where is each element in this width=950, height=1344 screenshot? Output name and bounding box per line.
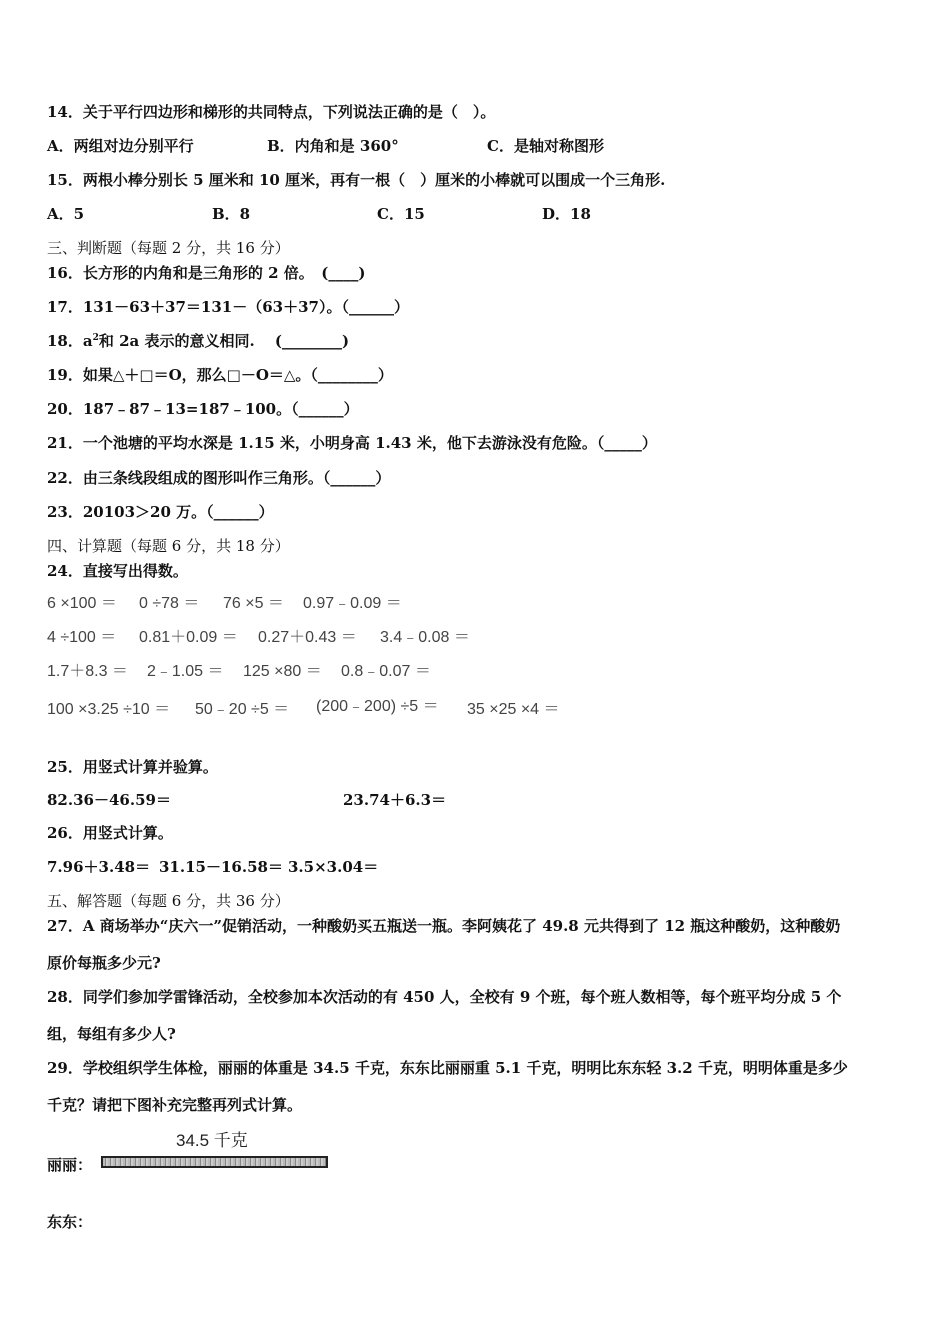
calc-item: 76 ×5 ＝ xyxy=(223,595,284,612)
lili-weight-bar xyxy=(101,1156,328,1168)
question-27-line2: 原价每瓶多少元? xyxy=(47,954,161,972)
q18-pre: 18．a xyxy=(47,332,93,350)
q15-option-c: C．15 xyxy=(377,205,425,223)
q18-superscript: 2 xyxy=(92,333,99,343)
calc-item: 100 ×3.25 ÷10 ＝ xyxy=(47,701,171,718)
q26-item: 7.96＋3.48＝ xyxy=(47,858,151,876)
question-28-line2: 组，每组有多少人? xyxy=(47,1025,176,1043)
q14-option-b: B．内角和是 360° xyxy=(267,137,399,155)
calc-item: 50﹣20 ÷5 ＝ xyxy=(195,701,290,718)
question-24-stem: 24．直接写出得数。 xyxy=(47,562,188,580)
section-5-heading: 五、解答题（每题 6 分，共 36 分） xyxy=(47,892,290,910)
calc-item: 4 ÷100 ＝ xyxy=(47,629,117,646)
q14-option-c: C．是轴对称图形 xyxy=(487,137,604,155)
calc-item: 125 ×80 ＝ xyxy=(243,663,322,680)
question-16: 16．长方形的内角和是三角形的 2 倍。 (____) xyxy=(47,264,366,282)
calc-item: 2﹣1.05 ＝ xyxy=(147,663,224,680)
question-18 xyxy=(47,331,349,351)
q15-option-a: A．5 xyxy=(47,205,85,223)
calc-item: 0.8﹣0.07 ＝ xyxy=(341,663,431,680)
question-21: 21．一个池塘的平均水深是 1.15 米，小明身高 1.43 米，他下去游泳没有危险。（_____） xyxy=(47,434,657,452)
question-19: 19．如果△＋□＝O，那么□－O＝△。（________） xyxy=(47,366,393,384)
question-27-line1: 27．A 商场举办“庆六一”促销活动，一种酸奶买五瓶送一瓶。李阿姨花了 49.8 元共得到了 12 瓶这种酸奶，这种酸奶 xyxy=(47,917,841,935)
calc-item: 0.81＋0.09 ＝ xyxy=(139,629,238,646)
calc-item: 0 ÷78 ＝ xyxy=(139,595,200,612)
q25-item: 23.74＋6.3＝ xyxy=(343,791,447,809)
question-17: 17．131－63＋37＝131－（63＋37）。（______） xyxy=(47,298,409,316)
calc-item: 0.97﹣0.09 ＝ xyxy=(303,595,402,612)
q25-item: 82.36－46.59＝ xyxy=(47,791,171,809)
calc-item: 35 ×25 ×4 ＝ xyxy=(467,701,560,718)
lili-label: 丽丽： xyxy=(47,1156,93,1174)
q26-item: 3.5×3.04＝ xyxy=(288,858,379,876)
question-29-line1: 29．学校组织学生体检，丽丽的体重是 34.5 千克，东东比丽丽重 5.1 千克，明明比东东轻 3.2 千克，明明体重是多少 xyxy=(47,1059,848,1077)
question-15-stem: 15．两根小棒分别长 5 厘米和 10 厘米，再有一根（ ）厘米的小棒就可以围成一个三角形. xyxy=(47,171,666,189)
bar-value-label: 34.5 千克 xyxy=(176,1131,248,1150)
section-4-heading: 四、计算题（每题 6 分，共 18 分） xyxy=(47,537,290,555)
q15-option-b: B．8 xyxy=(212,205,251,223)
question-29-line2: 千克？请把下图补充完整再列式计算。 xyxy=(47,1096,303,1114)
question-22: 22．由三条线段组成的图形叫作三角形。（______） xyxy=(47,469,391,487)
question-28-line1: 28．同学们参加学雷锋活动，全校参加本次活动的有 450 人，全校有 9 个班，每个班人数相等，每个班平均分成 5 个 xyxy=(47,988,842,1006)
question-25-stem: 25．用竖式计算并验算。 xyxy=(47,758,218,776)
calc-item: (200﹣200) ÷5 ＝ xyxy=(316,698,439,715)
q26-item: 31.15－16.58＝ xyxy=(159,858,283,876)
dongdong-label: 东东： xyxy=(47,1213,93,1231)
calc-item: 6 ×100 ＝ xyxy=(47,595,117,612)
q18-post: 和 2a 表示的意义相同. (________) xyxy=(98,332,350,350)
q14-option-a: A．两组对边分别平行 xyxy=(47,137,194,155)
q15-option-d: D．18 xyxy=(542,205,591,223)
calc-item: 0.27＋0.43 ＝ xyxy=(258,629,357,646)
question-23: 23．20103＞20 万。（______） xyxy=(47,503,274,521)
calc-item: 3.4﹣0.08 ＝ xyxy=(380,629,470,646)
section-3-heading: 三、判断题（每题 2 分，共 16 分） xyxy=(47,239,290,257)
question-14-stem: 14．关于平行四边形和梯形的共同特点，下列说法正确的是（ ）。 xyxy=(47,103,496,121)
calc-item: 1.7＋8.3 ＝ xyxy=(47,663,128,680)
question-26-stem: 26．用竖式计算。 xyxy=(47,824,173,842)
question-20: 20．187﹣87﹣13=187﹣100。（______） xyxy=(47,400,359,418)
